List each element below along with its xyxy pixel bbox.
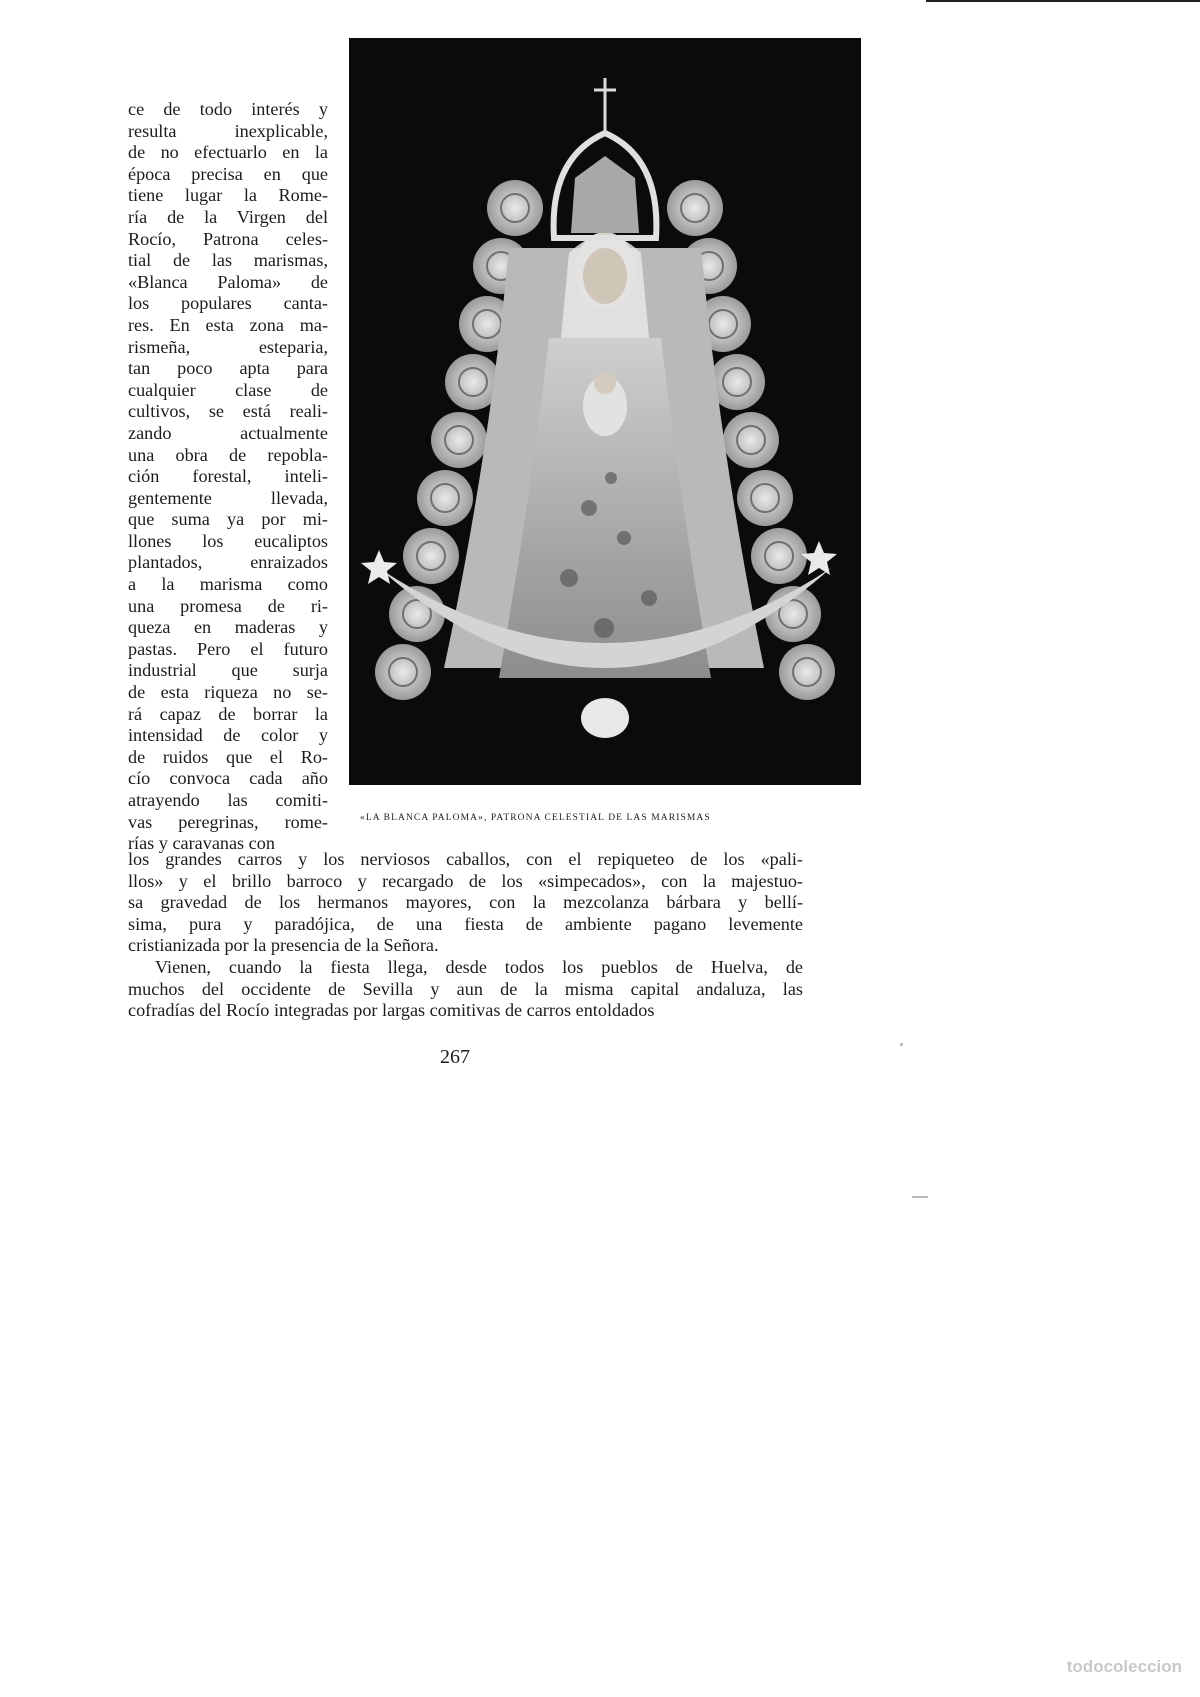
text-line: rías y caravanas con [128, 833, 275, 854]
text-line: ción forestal, inteli- [128, 466, 328, 487]
text-line: cío convoca cada año [128, 768, 328, 789]
lace-rosette [779, 644, 835, 700]
text-line: vas peregrinas, rome- [128, 811, 328, 832]
text-line: los grandes carros y los nerviosos caballos, con el repiqueteo de los «pali- [128, 849, 803, 869]
scan-speck [900, 1043, 903, 1046]
page-number: 267 [440, 1046, 470, 1068]
text-line: Vienen, cuando la fiesta llega, desde todos los pueblos de Huelva, de [155, 956, 803, 977]
text-line: de esta riqueza no se- [128, 682, 328, 703]
text-line: plantados, enraizados [128, 552, 328, 573]
text-line: tiene lugar la Rome- [128, 185, 328, 206]
text-line: de ruidos que el Ro- [128, 746, 328, 767]
text-line: llos» y el brillo barroco y recargado de los «simpecados», con la majestuo- [128, 870, 803, 891]
text-line: ría de la Virgen del [128, 206, 328, 227]
text-line: una promesa de ri- [128, 595, 328, 616]
text-line: muchos del occidente de Sevilla y aun de la misma capital andaluza, las [128, 978, 803, 999]
text-line: pastas. Pero el futuro [128, 638, 328, 659]
lace-rosette [417, 470, 473, 526]
text-line: los populares canta- [128, 293, 328, 314]
lace-rosette [751, 528, 807, 584]
lace-rosette [487, 180, 543, 236]
virgin-photograph [349, 38, 861, 785]
text-line: atrayendo las comiti- [128, 790, 328, 810]
lace-rosette [403, 528, 459, 584]
lace-rosette [723, 412, 779, 468]
text-line: resulta inexplicable, [128, 120, 328, 141]
watermark: todocoleccion [1066, 1657, 1182, 1676]
text-line: llones los eucaliptos [128, 530, 328, 551]
text-line: gentemente llevada, [128, 487, 328, 508]
text-line: «Blanca Paloma» de [128, 271, 328, 292]
lace-rosette [375, 644, 431, 700]
text-line: res. En esta zona ma- [128, 314, 328, 335]
full-width-text [128, 849, 803, 1022]
text-line: sima, pura y paradójica, de una fiesta de ambiente pagano levemente [128, 913, 803, 934]
text-line: tan poco apta para [128, 358, 328, 379]
text-line: Rocío, Patrona celes- [128, 228, 328, 249]
text-line: ce de todo interés y [128, 99, 328, 119]
virgin-image [349, 38, 861, 785]
text-line: zando actualmente [128, 422, 328, 443]
photo-caption: «LA BLANCA PALOMA», PATRONA CELESTIAL DE LAS MARISMAS [360, 813, 711, 823]
text-line: cofradías del Rocío integradas por largas comitivas de carros entoldados [128, 1000, 655, 1021]
lace-rosette [667, 180, 723, 236]
text-line: cualquier clase de [128, 379, 328, 400]
text-line: cristianizada por la presencia de la Señora. [128, 935, 439, 956]
text-line: época precisa en que [128, 163, 328, 184]
text-line: industrial que surja [128, 660, 328, 681]
lace-rosette [737, 470, 793, 526]
text-line: a la marisma como [128, 574, 328, 595]
text-line: intensidad de color y [128, 725, 328, 746]
text-line: tial de las marismas, [128, 250, 328, 271]
text-line: rismeña, esteparia, [128, 336, 328, 357]
text-line: una obra de repobla- [128, 444, 328, 465]
text-line: que suma ya por mi- [128, 509, 328, 530]
text-line: rá capaz de borrar la [128, 703, 328, 724]
scan-speck [912, 1196, 928, 1198]
top-edge-rule [926, 0, 1200, 2]
text-line: queza en maderas y [128, 617, 328, 638]
lace-rosette [431, 412, 487, 468]
narrow-column-text [128, 99, 328, 855]
text-line: de no efectuarlo en la [128, 142, 328, 163]
text-line: cultivos, se está reali- [128, 401, 328, 422]
text-line: sa gravedad de los hermanos mayores, con la mezcolanza bárbara y bellí- [128, 892, 803, 913]
